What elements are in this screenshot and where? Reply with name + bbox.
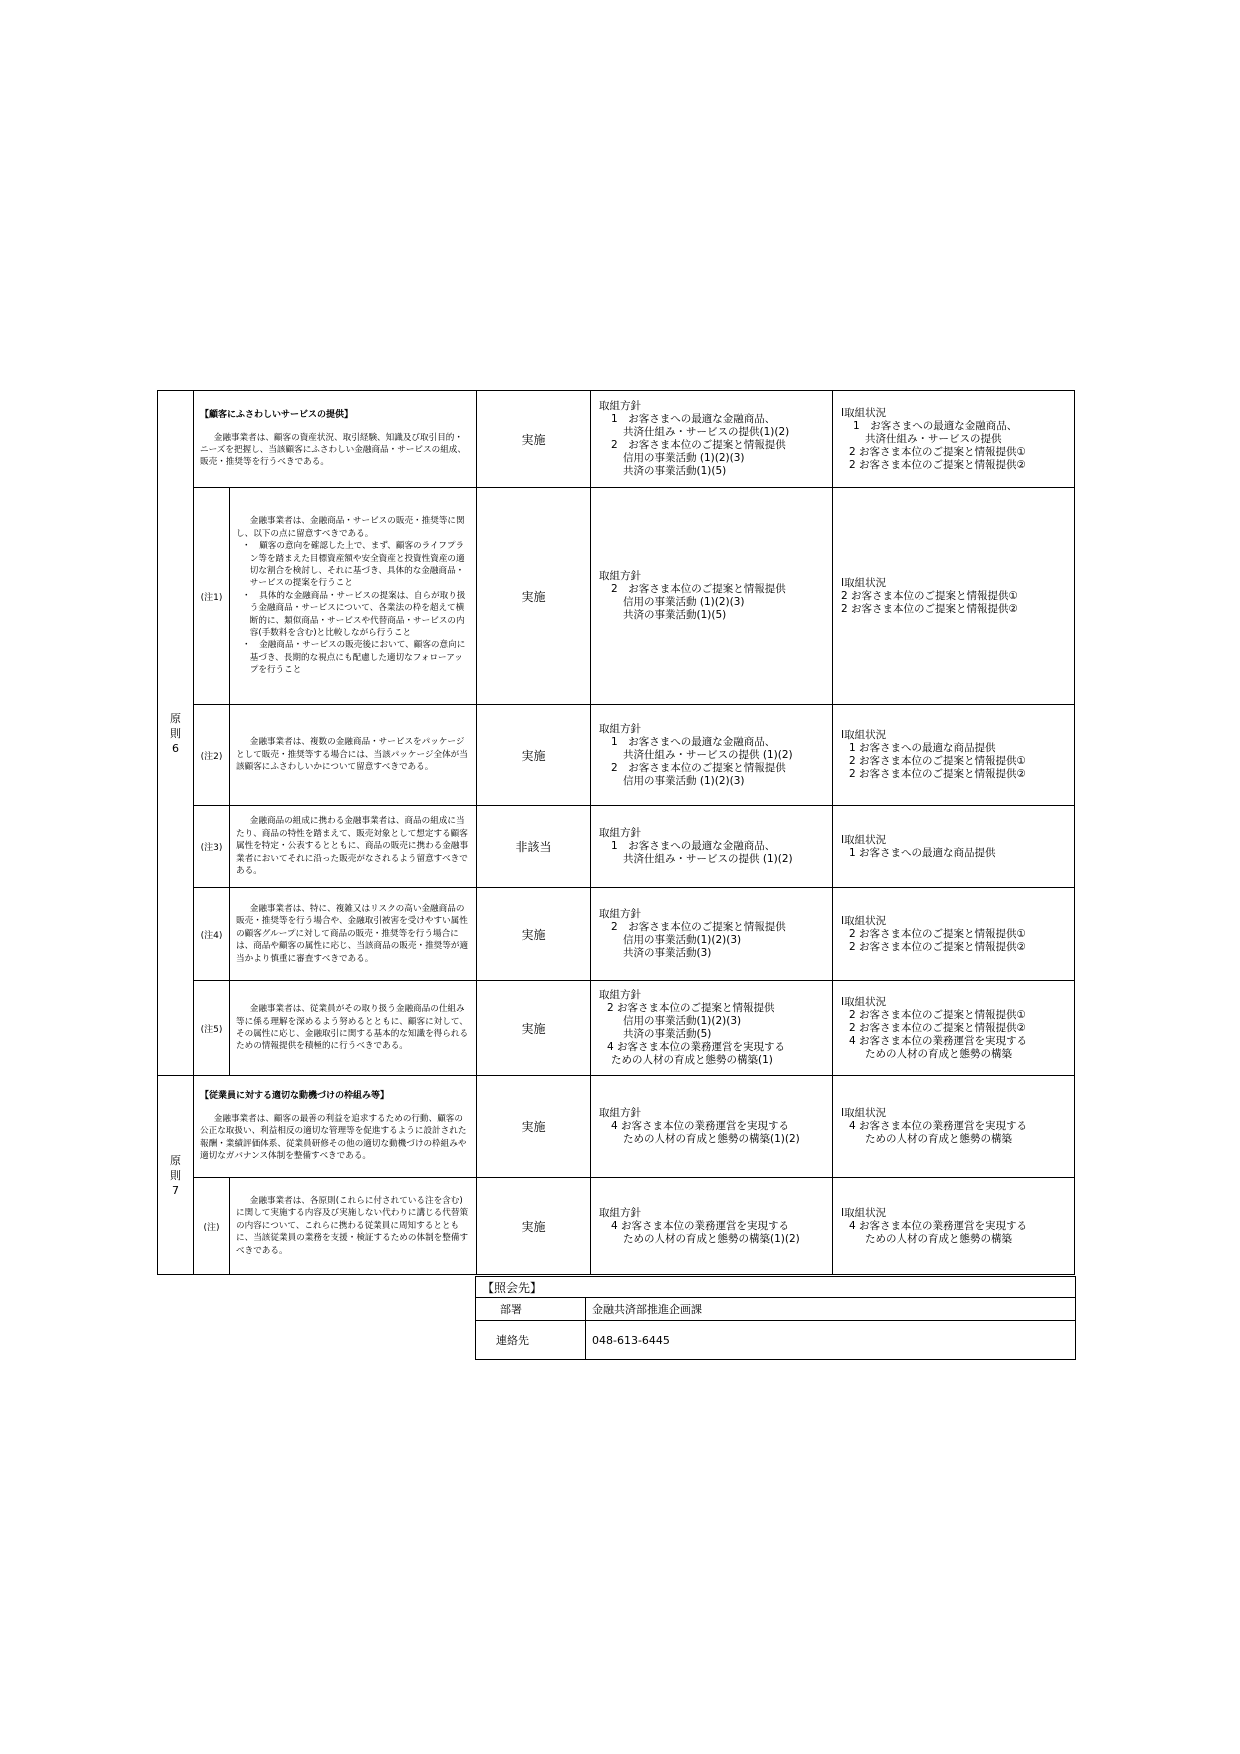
principle6-label: 原 則 6 [158, 391, 194, 1076]
note2-label: (注2) [194, 705, 230, 806]
note1-label: (注1) [194, 488, 230, 705]
principle6-status: 実施 [477, 391, 591, 488]
note4-text: 金融事業者は、特に、複雑又はリスクの高い金融商品の販売・推奨等を行う場合や、金融取引被害を受けやすい属性の顧客グループに対して商品の販売・推奨等を行う場合には、商品や顧客の属性に応じ、当該商品の販売・推奨等が適当かより慎重に審査すべきである。 [230, 888, 477, 981]
note3-status: 非該当 [477, 806, 591, 888]
principle6-policy: 取組方針 1 お客さまへの最適な金融商品、 共済仕組み・サービスの提供(1)(2) 2 お客さま本位のご提案と情報提供 信用の事業活動 (1)(2)(3) 共済の事業活動(1)(5) [591, 391, 833, 488]
contact-dept-value: 金融共済部推進企画課 [586, 1298, 1076, 1321]
contact-heading: 【照会先】 [476, 1277, 1076, 1298]
note5-policy: 取組方針 2 お客さま本位のご提案と情報提供 信用の事業活動(1)(2)(3) 共済の事業活動(5) 4 お客さま本位の業務運営を実現する ための人材の育成と態勢の構築(1) [591, 981, 833, 1076]
contact-table [475, 1276, 1076, 1360]
contact-tel-label: 連絡先 [476, 1321, 586, 1360]
principle6-body: 金融事業者は、顧客の資産状況、取引経験、知識及び取引目的・ニーズを把握し、当該顧客にふさわしい金融商品・サービスの組成、販売・推奨等を行うべきである。 [200, 432, 466, 468]
principle7-policy: 取組方針 4 お客さま本位の業務運営を実現する ための人材の育成と態勢の構築(1)(2) [591, 1076, 833, 1178]
principle6-note1-row [158, 488, 1075, 705]
principle7-note-state: Ⅰ取組状況 4 お客さま本位の業務運営を実現する ための人材の育成と態勢の構築 [833, 1178, 1075, 1275]
note5-text: 金融事業者は、従業員がその取り扱う金融商品の仕組み等に係る理解を深めるよう努めるとともに、顧客に対して、その属性に応じ、金融取引に関する基本的な知識を得られるための情報提供を積極的に行うべきである。 [230, 981, 477, 1076]
note2-state: Ⅰ取組状況 1 お客さまへの最適な商品提供 2 お客さま本位のご提案と情報提供① 2 お客さま本位のご提案と情報提供② [833, 705, 1075, 806]
note3-text: 金融商品の組成に携わる金融事業者は、商品の組成に当たり、商品の特性を踏まえて、販売対象として想定する顧客属性を特定・公表するとともに、商品の販売に携わる金融事業者においてそれに沿った販売がなされるよう留意すべきである。 [230, 806, 477, 888]
note1-state: Ⅰ取組状況 2 お客さま本位のご提案と情報提供① 2 お客さま本位のご提案と情報提供② [833, 488, 1075, 705]
note4-label: (注4) [194, 888, 230, 981]
contact-dept-label: 部署 [476, 1298, 586, 1321]
principle7-main-text [194, 1076, 477, 1178]
principle6-state: Ⅰ取組状況 1 お客さまへの最適な金融商品、 共済仕組み・サービスの提供 2 お客さま本位のご提案と情報提供① 2 お客さま本位のご提案と情報提供② [833, 391, 1075, 488]
note3-policy: 取組方針 1 お客さまへの最適な金融商品、 共済仕組み・サービスの提供 (1)(2) [591, 806, 833, 888]
note4-status: 実施 [477, 888, 591, 981]
note3-state: Ⅰ取組状況 1 お客さまへの最適な商品提供 [833, 806, 1075, 888]
note2-text: 金融事業者は、複数の金融商品・サービスをパッケージとして販売・推奨等する場合には、当該パッケージ全体が当該顧客にふさわしいかについて留意すべきである。 [230, 705, 477, 806]
principle6-heading: 【顧客にふさわしいサービスの提供】 [200, 410, 354, 421]
principle7-note-policy: 取組方針 4 お客さま本位の業務運営を実現する ための人材の育成と態勢の構築(1)(2) [591, 1178, 833, 1275]
principle6-note2-row [158, 705, 1075, 806]
note2-policy: 取組方針 1 お客さまへの最適な金融商品、 共済仕組み・サービスの提供 (1)(2) 2 お客さま本位のご提案と情報提供 信用の事業活動 (1)(2)(3) [591, 705, 833, 806]
principle7-status: 実施 [477, 1076, 591, 1178]
note5-label: (注5) [194, 981, 230, 1076]
principle7-heading: 【従業員に対する適切な動機づけの枠組み等】 [200, 1091, 390, 1102]
note3-label: (注3) [194, 806, 230, 888]
principle6-note4-row [158, 888, 1075, 981]
principle6-main-text [194, 391, 477, 488]
note2-status: 実施 [477, 705, 591, 806]
principle7-main-row [158, 1076, 1075, 1178]
principle6-main-row [158, 391, 1075, 488]
note4-state: Ⅰ取組状況 2 お客さま本位のご提案と情報提供① 2 お客さま本位のご提案と情報提供② [833, 888, 1075, 981]
contact-tel-value: 048-613-6445 [586, 1321, 1076, 1360]
note5-state: Ⅰ取組状況 2 お客さま本位のご提案と情報提供① 2 お客さま本位のご提案と情報提供② 4 お客さま本位の業務運営を実現する ための人材の育成と態勢の構築 [833, 981, 1075, 1076]
principle7-note-row [158, 1178, 1075, 1275]
note1-text: 金融事業者は、金融商品・サービスの販売・推奨等に関し、以下の点に留意すべきである。 ・ 顧客の意向を確認した上で、まず、顧客のライフプラン等を踏まえた目標資産額や安全資産と投資性資産の適切な割合を検討し、それに基づき、具体的な金融商品・サービスの提案を行うこと ・ 具体的な金融商品・サービスの提案は、自らが取り扱う金融商品・サービスについて、各業法の枠を超えて横断的に、類似商品・サービスや代替商品・サービスの内容(手数料を含む)と比較しながら行うこと ・ 金融商品・サービスの販売後において、顧客の意向に基づき、長期的な視点にも配慮した適切なフォローアップを行うこと [230, 488, 477, 705]
principle7-state: Ⅰ取組状況 4 お客さま本位の業務運営を実現する ための人材の育成と態勢の構築 [833, 1076, 1075, 1178]
principle7-note-label: (注) [194, 1178, 230, 1275]
principle7-note-text: 金融事業者は、各原則(これらに付されている注を含む)に関して実施する内容及び実施しない代わりに講じる代替策の内容について、これらに携わる従業員に周知するとともに、当該従業員の業務を支援・検証するための体制を整備すべきである。 [230, 1178, 477, 1275]
note4-policy: 取組方針 2 お客さま本位のご提案と情報提供 信用の事業活動(1)(2)(3) 共済の事業活動(3) [591, 888, 833, 981]
principle7-label: 原 則 7 [158, 1076, 194, 1275]
principle6-note3-row [158, 806, 1075, 888]
principles-table [157, 390, 1075, 1275]
principle7-note-status: 実施 [477, 1178, 591, 1275]
note1-policy: 取組方針 2 お客さま本位のご提案と情報提供 信用の事業活動 (1)(2)(3) 共済の事業活動(1)(5) [591, 488, 833, 705]
principle7-body: 金融事業者は、顧客の最善の利益を追求するための行動、顧客の公正な取扱い、利益相反の適切な管理等を促進するように設計された報酬・業績評価体系、従業員研修その他の適切な動機づけの枠組みや適切なガバナンス体制を整備すべきである。 [200, 1113, 467, 1162]
principle6-note5-row [158, 981, 1075, 1076]
note5-status: 実施 [477, 981, 591, 1076]
note1-status: 実施 [477, 488, 591, 705]
